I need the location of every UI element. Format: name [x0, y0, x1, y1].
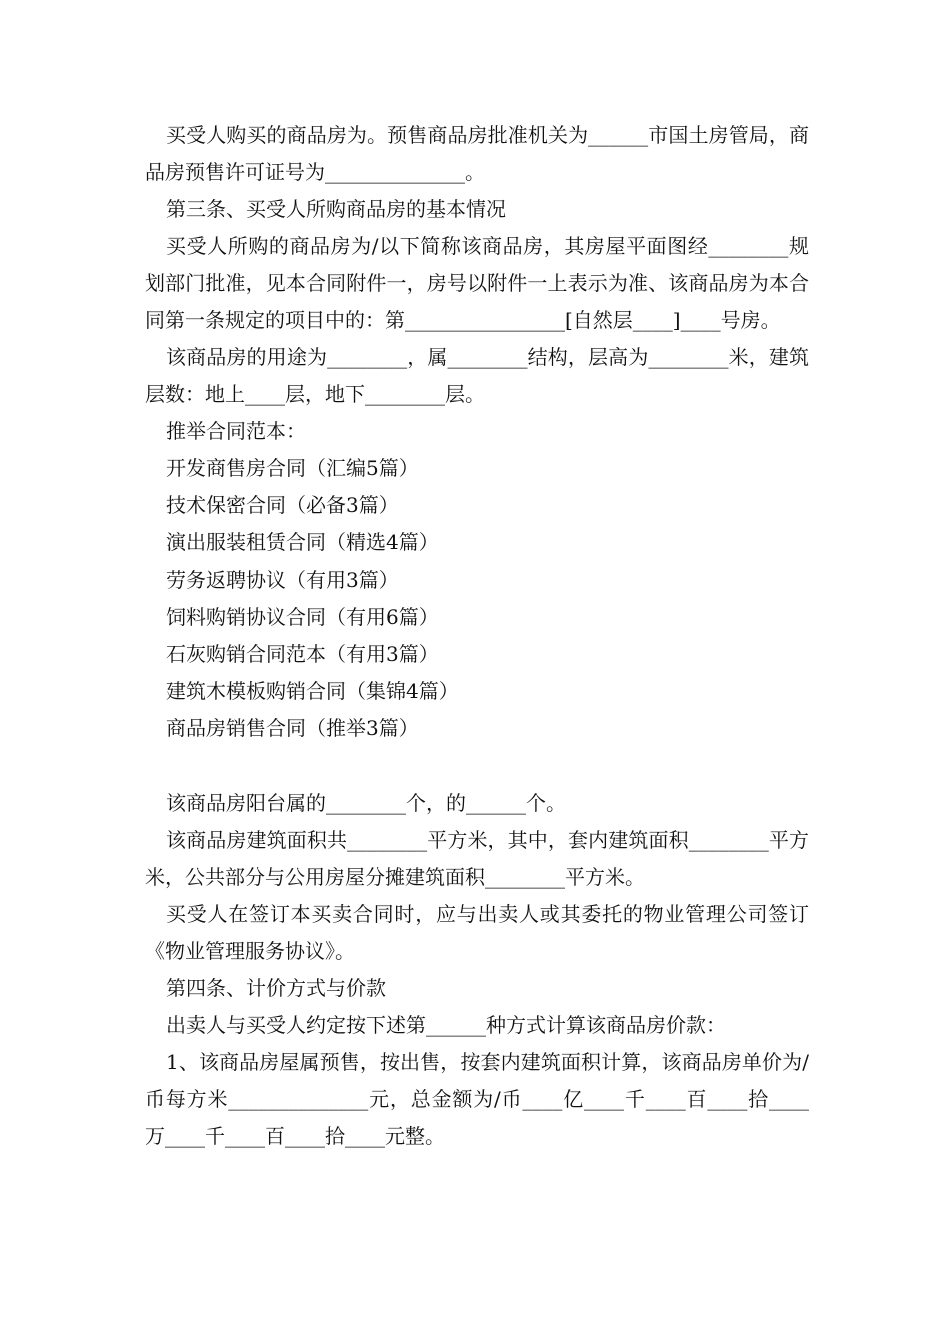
- paragraph-property-usage: 该商品房的用途为________，属________结构，层高为________米，建筑层数：地上____层，地下________层。: [145, 345, 809, 406]
- blank-spacer: [145, 748, 809, 785]
- paragraph-presale-approval: 买受人购买的商品房为。预售商品房批准机关为______市国土房管局，商品房预售许可证号为______________。: [145, 123, 809, 184]
- paragraph-property-plan: 买受人所购的商品房为/以下简称该商品房，其房屋平面图经________规划部门批准，见本合同附件一，房号以附件一上表示为准、该商品房为本合同第一条规定的项目中的：第________________[自然层____]____号房。: [145, 234, 809, 332]
- list-item: 开发商售房合同（汇编5篇）: [166, 456, 419, 480]
- heading-article-3: 第三条、买受人所购商品房的基本情况: [166, 197, 506, 221]
- list-item: 劳务返聘协议（有用3篇）: [166, 567, 399, 592]
- paragraph-floor-area: 该商品房建筑面积共________平方米，其中，套内建筑面积________平方米，公共部分与公用房屋分摊建筑面积________平方米。: [145, 827, 809, 889]
- list-item: 饲料购销协议合同（有用6篇）: [166, 604, 439, 629]
- list-item: 商品房销售合同（推举3篇）: [166, 716, 419, 741]
- paragraph-property-management: 买受人在签订本买卖合同时，应与出卖人或其委托的物业管理公司签订《物业管理服务协议》。: [145, 901, 809, 963]
- list-item: 石灰购销合同范本（有用3篇）: [166, 642, 439, 667]
- recommended-contract-list: [145, 450, 809, 748]
- list-item: 建筑木模板购销合同（集锦4篇）: [166, 679, 459, 704]
- heading-article-4: 第四条、计价方式与价款: [166, 975, 386, 1000]
- paragraph-balcony: 该商品房阳台属的________个，的______个。: [166, 790, 566, 815]
- paragraph-pricing-option-1: 1、该商品房屋属预售，按出售，按套内建筑面积计算，该商品房单价为/币每方米______________元，总金额为/币____亿____千____百____拾____万____千____百____拾____元整。: [145, 1049, 809, 1148]
- heading-recommended-templates: 推举合同范本：: [166, 419, 306, 443]
- paragraph-pricing-method: 出卖人与买受人约定按下述第______种方式计算该商品房价款：: [166, 1012, 726, 1037]
- list-item: 技术保密合同（必备3篇）: [166, 493, 399, 518]
- list-item: 演出服装租赁合同（精选4篇）: [166, 530, 439, 555]
- document-body: [145, 117, 809, 1155]
